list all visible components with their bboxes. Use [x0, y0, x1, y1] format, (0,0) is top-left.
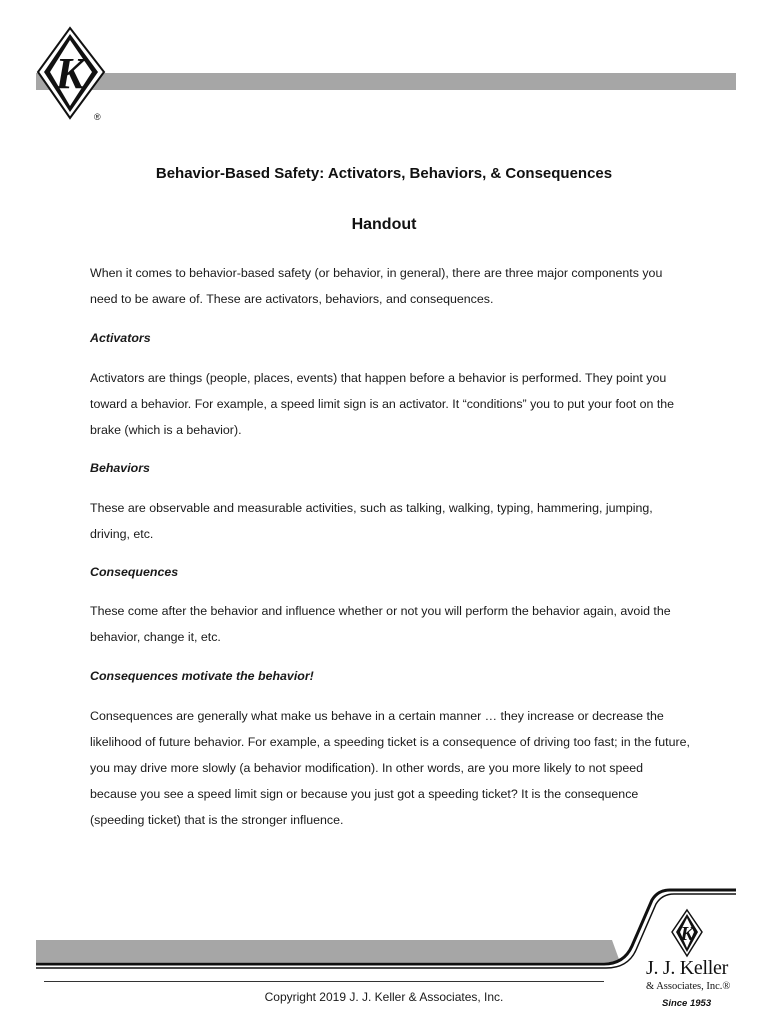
- section-text-consequences: These come after the behavior and influence whether or not you will perform the behavior again, avoid the behavior, change it, etc.: [90, 604, 671, 644]
- section-text-behaviors: These are observable and measurable activities, such as talking, walking, typing, hammering, jumping, driving, etc.: [90, 501, 653, 541]
- jj-keller-logo-icon: [36, 26, 106, 126]
- section-heading-behaviors: Behaviors: [90, 461, 150, 475]
- brand-name: J. J. Keller: [646, 957, 728, 979]
- brand-since: Since 1953: [662, 998, 712, 1009]
- section-heading-consequences: Consequences: [90, 565, 179, 579]
- footer-divider: [44, 981, 604, 982]
- header-bar: [36, 73, 736, 90]
- intro-paragraph: When it comes to behavior-based safety (or behavior, in general), there are three major components you need to be aware of. These are activators, behaviors, and consequences.: [90, 266, 663, 306]
- registered-mark: ®: [94, 112, 101, 122]
- copyright-text: Copyright 2019 J. J. Keller & Associates, Inc.: [264, 990, 504, 1004]
- logo-letter: K: [55, 49, 85, 98]
- section-text-motivation: Consequences are generally what make us behave in a certain manner … they increase or decrease the likelihood of future behavior. For example, a speeding ticket is a consequence of driving too fast; in the future, you may drive more slowly (a behavior modification). In other words, are you more likely to not speed because you see a speed limit sign or because you just got a speeding ticket? It is the consequence (speeding ticket) that is the stronger influence.: [90, 709, 690, 827]
- document-subtitle: Handout: [351, 216, 417, 233]
- section-heading-motivation: Consequences motivate the behavior!: [90, 669, 314, 683]
- section-heading-activators: Activators: [90, 331, 151, 345]
- document-title: Behavior-Based Safety: Activators, Behaviors, & Consequences: [155, 165, 613, 182]
- section-text-activators: Activators are things (people, places, events) that happen before a behavior is performed. They point you toward a behavior. For example, a speed limit sign is an activator. It “conditions” you to put your foot on the brake (which is a behavior).: [90, 371, 675, 437]
- footer-logo-letter: K: [680, 923, 694, 945]
- brand-subtitle: & Associates, Inc.®: [646, 981, 731, 992]
